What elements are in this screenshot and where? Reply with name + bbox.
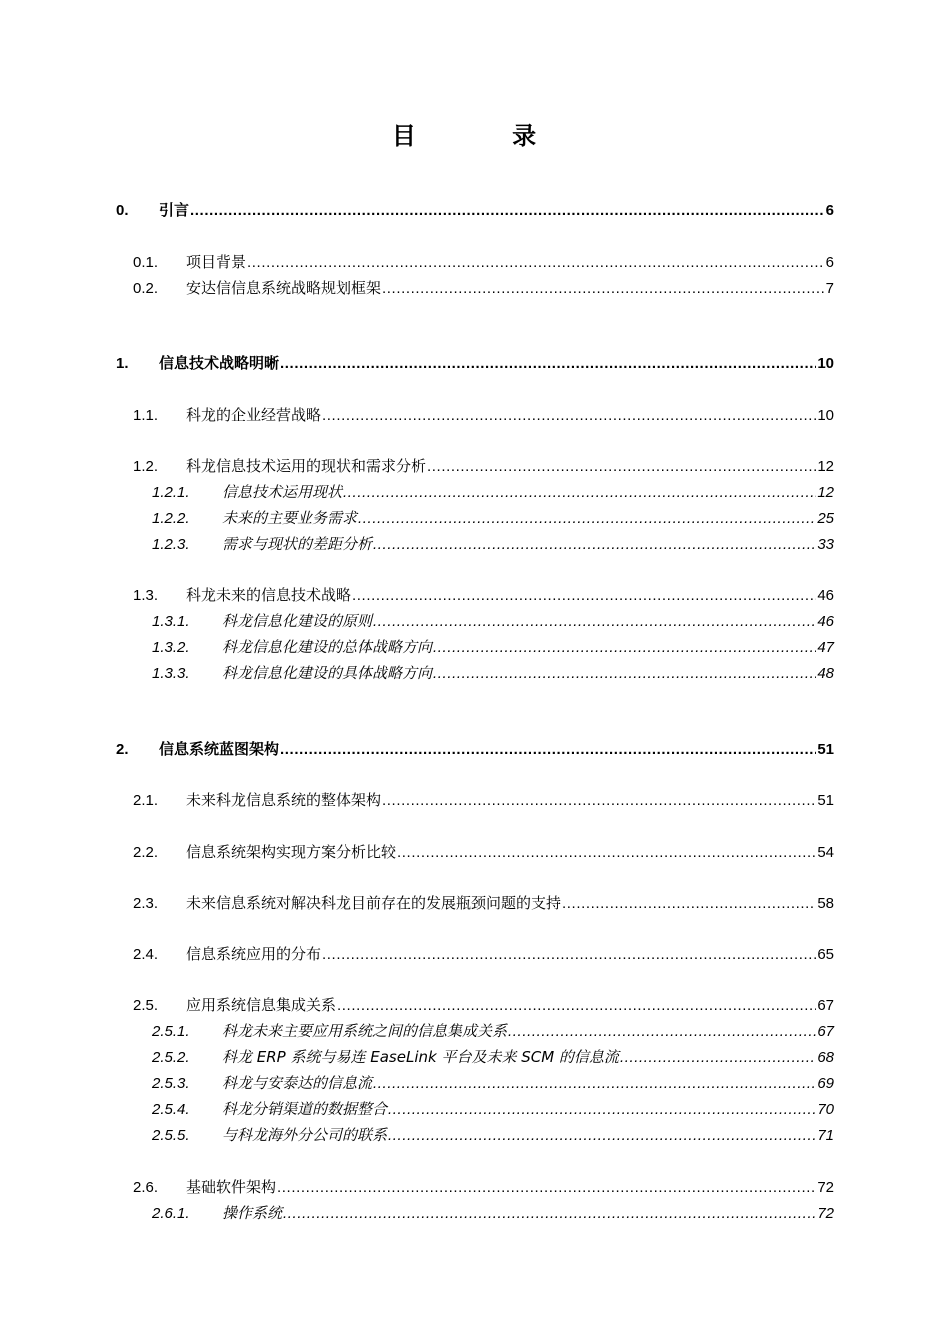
toc-entry-label: 科龙分销渠道的数据整合 [222,1100,388,1118]
toc-leader-dots [508,1021,816,1043]
toc-leader-dots [562,893,816,915]
toc-entry[interactable] [152,662,834,684]
toc-entry[interactable] [152,1072,834,1094]
toc-entry-number: 1.2.2. [152,510,190,527]
toc-entry-label: 引言 [159,201,190,219]
toc-entry-label: 信息系统架构实现方案分析比较 [186,843,397,861]
toc-entry-page: 51 [817,741,834,758]
toc-entry-number: 1.2.1. [152,484,190,501]
toc-entry-number: 2.5.2. [152,1049,190,1066]
toc-entry-number: 1. [116,355,129,372]
toc-leader-dots [373,611,816,633]
toc-entry[interactable] [133,404,834,426]
toc-entry-number: 2.6. [133,1179,159,1196]
toc-entry-page: 47 [817,639,834,656]
toc-leader-dots [397,842,816,864]
toc-entry-page: 12 [817,458,834,475]
toc-entry-page: 54 [817,844,834,861]
toc-entry-number: 0. [116,202,129,219]
toc-entry-number: 1.3.3. [152,665,190,682]
toc-entry-label: 信息技术战略明晰 [159,354,280,372]
toc-entry-page: 46 [817,587,834,604]
toc-entry-number: 2. [116,741,129,758]
toc-leader-dots [283,1203,816,1225]
toc-entry[interactable] [133,1176,834,1198]
toc-entry-label: 科龙信息化建设的原则 [222,612,373,630]
toc-entry[interactable] [152,1046,834,1068]
toc-entry-number: 2.6.1. [152,1205,190,1222]
toc-entry-page: 6 [825,202,834,219]
toc-entry-page: 69 [817,1075,834,1092]
toc-leader-dots [373,534,816,556]
toc-leader-dots [620,1047,816,1069]
toc-entry-label: 科龙的企业经营战略 [186,406,322,424]
toc-entry-page: 65 [817,946,834,963]
toc-entry-page: 46 [817,613,834,630]
toc-entry-label: 科龙信息化建设的总体战略方向 [222,638,433,656]
toc-entry-label: 未来科龙信息系统的整体架构 [186,791,382,809]
toc-entry-label: 应用系统信息集成关系 [186,996,337,1014]
toc-entry-number: 2.5. [133,997,159,1014]
toc-entry[interactable] [152,610,834,632]
toc-leader-dots [322,944,816,966]
toc-entry[interactable] [152,507,834,529]
toc-entry-number: 2.4. [133,946,159,963]
toc-entry-page: 72 [817,1205,834,1222]
toc-leader-dots [358,508,816,530]
toc-entry-number: 2.5.1. [152,1023,190,1040]
toc-entry-number: 2.5.3. [152,1075,190,1092]
toc-leader-dots [382,278,825,300]
toc-entry[interactable] [133,943,834,965]
toc-entry-page: 71 [817,1127,834,1144]
toc-entry[interactable] [152,533,834,555]
toc-entry-number: 1.3.2. [152,639,190,656]
toc-entry[interactable] [152,636,834,658]
toc-entry-label: 科龙 ERP 系统与易连 EaseLink 平台及未来 SCM 的信息流 [222,1048,619,1066]
toc-entry-label: 操作系统 [222,1204,283,1222]
toc-entry[interactable] [116,352,834,374]
toc-entry-page: 12 [817,484,834,501]
toc-entry-page: 72 [817,1179,834,1196]
toc-entry-label: 需求与现状的差距分析 [222,535,373,553]
toc-entry-label: 科龙信息化建设的具体战略方向 [222,664,433,682]
toc-entry-label: 科龙未来的信息技术战略 [186,586,352,604]
toc-entry-number: 1.2.3. [152,536,190,553]
toc-leader-dots [280,739,816,761]
toc-leader-dots [190,200,825,222]
toc-leader-dots [388,1125,816,1147]
toc-entry-number: 2.1. [133,792,159,809]
toc-entry[interactable] [133,789,834,811]
toc-leader-dots [433,663,816,685]
toc-entry[interactable] [133,994,834,1016]
toc-entry[interactable] [133,251,834,273]
toc-entry-page: 68 [817,1049,834,1066]
toc-entry[interactable] [152,1020,834,1042]
toc-leader-dots [433,637,816,659]
toc-entry-page: 51 [817,792,834,809]
toc-entry-page: 25 [817,510,834,527]
toc-entry[interactable] [133,277,834,299]
toc-entry-number: 1.2. [133,458,159,475]
toc-entry-label: 未来的主要业务需求 [222,509,358,527]
toc-leader-dots [373,1073,816,1095]
toc-entry-number: 2.5.4. [152,1101,190,1118]
toc-entry-label: 未来信息系统对解决科龙目前存在的发展瓶颈问题的支持 [186,894,562,912]
toc-entry-number: 0.1. [133,254,159,271]
toc-entry-page: 70 [817,1101,834,1118]
toc-entry-number: 2.2. [133,844,159,861]
toc-entry-page: 10 [817,407,834,424]
toc-leader-dots [427,456,816,478]
toc-entry-label: 项目背景 [186,253,247,271]
toc-entry[interactable] [133,584,834,606]
toc-entry-page: 67 [817,997,834,1014]
toc-leader-dots [277,1177,816,1199]
toc-entry-number: 2.3. [133,895,159,912]
toc-entry[interactable] [152,1098,834,1120]
toc-entry-number: 0.2. [133,280,159,297]
toc-entry-page: 67 [817,1023,834,1040]
toc-entry-page: 58 [817,895,834,912]
toc-entry[interactable] [116,199,834,221]
toc-entry[interactable] [152,1124,834,1146]
toc-entry-label: 信息技术运用现状 [222,483,343,501]
toc-leader-dots [343,482,816,504]
toc-entry-label: 基础软件架构 [186,1178,277,1196]
toc-entry[interactable] [152,481,834,503]
toc-entry[interactable] [133,892,834,914]
toc-leader-dots [322,405,816,427]
toc-entry-number: 1.3.1. [152,613,190,630]
toc-leader-dots [280,353,816,375]
toc-entry[interactable] [152,1202,834,1224]
toc-entry-number: 1.1. [133,407,159,424]
toc-entry-page: 10 [817,355,834,372]
toc-entry-page: 7 [825,280,834,297]
toc-entry-label: 信息系统应用的分布 [186,945,322,963]
toc-leader-dots [382,790,816,812]
toc-entry[interactable] [133,841,834,863]
toc-leader-dots [247,252,825,274]
toc-entry-label: 安达信信息系统战略规划框架 [186,279,382,297]
toc-entry[interactable] [116,738,834,760]
toc-leader-dots [352,585,816,607]
toc-entry-number: 2.5.5. [152,1127,190,1144]
toc-entry-label: 科龙信息技术运用的现状和需求分析 [186,457,427,475]
toc-entry-label: 科龙与安泰达的信息流 [222,1074,373,1092]
toc-entry-page: 33 [817,536,834,553]
toc-entry-label: 与科龙海外分公司的联系 [222,1126,388,1144]
toc-entry-number: 1.3. [133,587,159,604]
toc-entry-label: 信息系统蓝图架构 [159,740,280,758]
toc-entry-label: 科龙未来主要应用系统之间的信息集成关系 [222,1022,508,1040]
toc-entry-page: 6 [825,254,834,271]
toc-entry[interactable] [133,455,834,477]
toc-leader-dots [337,995,816,1017]
page-title: 目 录 [391,122,581,150]
toc-leader-dots [388,1099,816,1121]
toc-entry-page: 48 [817,665,834,682]
